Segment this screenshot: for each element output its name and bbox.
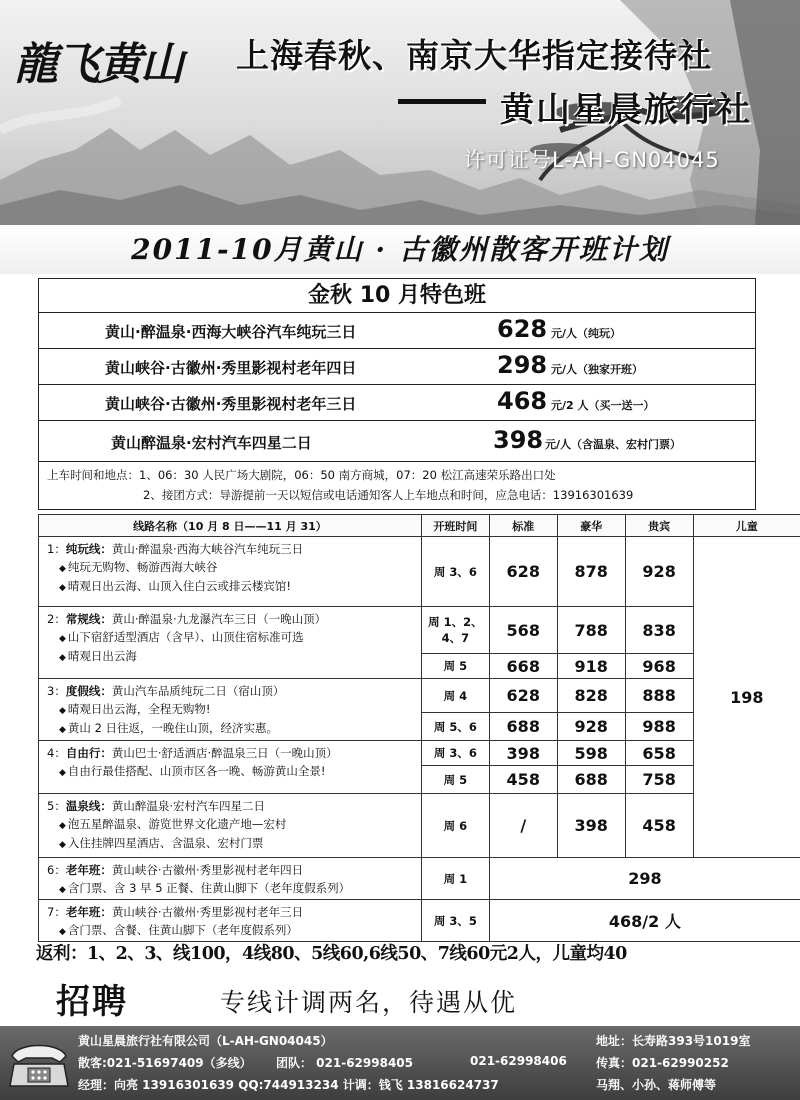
special-tours-box xyxy=(38,278,756,462)
price-deluxe: 788 xyxy=(557,607,625,654)
child-price: 198 xyxy=(693,537,800,858)
price-vip: 928 xyxy=(625,537,693,607)
column-header-standard: 标准 xyxy=(489,515,557,537)
schedule-cell: 周 3、6 xyxy=(421,537,489,607)
table-row xyxy=(39,794,800,858)
price-standard: 398 xyxy=(489,741,557,766)
route-feature: 含门票、含 3 早 5 正餐、住黄山脚下（老年度假系列） xyxy=(67,880,351,895)
agency-designation: 上海春秋、南京大华指定接待社 xyxy=(236,36,712,75)
schedule-cell: 周 3、5 xyxy=(421,900,489,942)
price-standard: 458 xyxy=(489,766,557,794)
route-description xyxy=(39,607,422,679)
route-description xyxy=(39,900,422,942)
logo-text: 龍飞黄山 xyxy=(14,39,182,90)
price-deluxe: 398 xyxy=(557,794,625,858)
route-title: 黄山汽车品质纯玩二日（宿山顶） xyxy=(111,684,285,698)
special-route-name: 黄山醉温泉·宏村汽车四星二日 xyxy=(111,434,312,452)
diamond-bullet-icon: ◆ xyxy=(59,767,66,778)
route-number: 7： xyxy=(47,905,66,919)
special-price-unit: 元/人（独家开班） xyxy=(551,363,644,376)
special-price: 628 xyxy=(497,315,548,343)
pickup-times: 上车时间和地点：1、06：30 人民广场大剧院，06：50 南方商城，07：20 松江高速荣乐路出口处 xyxy=(47,468,556,482)
rebate-note: 返利：1、2、3、线100，4线80、5线60,6线50、7线60元2人，儿童均40 xyxy=(36,944,627,964)
price-deluxe: 688 xyxy=(557,766,625,794)
recruit-label: 招聘 xyxy=(56,982,128,1022)
route-title: 黄山峡谷·古徽州·秀里影视村老年三日 xyxy=(111,905,304,919)
footer-company: 黄山星晨旅行社有限公司（L-AH-GN04045） xyxy=(78,1034,333,1048)
schedule-cell: 周 1、2、4、7 xyxy=(421,607,489,654)
route-type: 老年班： xyxy=(65,863,112,877)
price-deluxe: 598 xyxy=(557,741,625,766)
price-standard: 568 xyxy=(489,607,557,654)
diamond-bullet-icon: ◆ xyxy=(59,725,66,735)
column-header-child: 儿童 xyxy=(693,515,800,537)
route-title: 黄山醉温泉·宏村汽车四星二日 xyxy=(111,799,265,813)
recruit-text: 专线计调两名，待遇从优 xyxy=(220,988,518,1017)
pickup-method: 2、接团方式：导游提前一天以短信或电话通知客人上车地点和时间，应急电话：13916301639 xyxy=(143,488,634,502)
footer-contact-bar xyxy=(0,1026,800,1100)
route-feature: 山下宿舒适型酒店（含早）、山顶住宿标准可选 xyxy=(67,629,304,644)
diamond-bullet-icon: ◆ xyxy=(59,884,66,895)
special-row xyxy=(39,385,755,421)
route-number: 1： xyxy=(47,542,66,556)
route-feature: 含门票、含餐、住黄山脚下（老年度假系列） xyxy=(67,922,298,937)
schedule-cell: 周 5、6 xyxy=(421,713,489,741)
price-deluxe: 878 xyxy=(557,537,625,607)
route-title: 黄山峡谷·古徽州·秀里影视村老年四日 xyxy=(111,863,304,877)
special-price: 398 xyxy=(493,426,544,454)
schedule-cell: 周 6 xyxy=(421,794,489,858)
route-feature: 晴观日出云海、山顶入住白云或排云楼宾馆! xyxy=(67,579,292,593)
route-number: 2： xyxy=(47,612,66,626)
price-standard: / xyxy=(489,794,557,858)
agency-name: 黄山星晨旅行社 xyxy=(500,90,752,130)
special-price-unit: 元/人（含温泉、宏村门票） xyxy=(545,438,682,451)
route-number: 6： xyxy=(47,863,66,877)
footer-group-phone: 团队： 021-62998405 xyxy=(276,1056,414,1070)
column-header-deluxe: 豪华 xyxy=(557,515,625,537)
footer-staff: 马翔、小孙、蒋师傅等 xyxy=(596,1078,717,1092)
price-standard: 628 xyxy=(489,679,557,713)
schedule-cell: 周 4 xyxy=(421,679,489,713)
diamond-bullet-icon: ◆ xyxy=(59,820,66,831)
route-number: 3： xyxy=(47,684,66,698)
special-route-name: 黄山·醉温泉·西海大峡谷汽车纯玩三日 xyxy=(105,323,357,341)
footer-fax: 传真：021-62990252 xyxy=(596,1056,729,1070)
diamond-bullet-icon: ◆ xyxy=(59,583,66,593)
route-feature: 黄山 2 日往返，一晚住山顶，经济实惠。 xyxy=(67,721,279,735)
footer-retail-phone: 散客:021-51697409（多线） xyxy=(78,1056,252,1070)
column-header-vip: 贵宾 xyxy=(625,515,693,537)
column-header-route: 线路名称（10 月 8 日——11 月 31） xyxy=(39,515,422,537)
route-description xyxy=(39,858,422,900)
footer-address: 地址：长寿路393号1019室 xyxy=(596,1034,751,1048)
special-route-name: 黄山峡谷·古徽州·秀里影视村老年三日 xyxy=(105,395,357,413)
routes-table xyxy=(38,514,800,942)
package-price: 468/2 人 xyxy=(489,900,800,942)
table-row xyxy=(39,679,800,713)
diamond-bullet-icon: ◆ xyxy=(59,633,66,644)
route-number: 4： xyxy=(47,746,66,760)
special-price-unit: 元/人（纯玩） xyxy=(551,327,622,340)
price-vip: 888 xyxy=(625,679,693,713)
route-type: 常规线： xyxy=(65,612,112,626)
route-title: 黄山巴士·舒适酒店·醉温泉三日（一晚山顶） xyxy=(111,746,338,760)
special-row xyxy=(39,421,755,462)
price-vip: 458 xyxy=(625,794,693,858)
diamond-bullet-icon: ◆ xyxy=(59,926,66,937)
diamond-bullet-icon: ◆ xyxy=(59,653,66,663)
table-row xyxy=(39,858,800,900)
route-feature: 晴观日出云海，全程无购物! xyxy=(67,701,211,716)
table-row xyxy=(39,741,800,766)
table-row xyxy=(39,900,800,942)
price-deluxe: 918 xyxy=(557,654,625,679)
route-description xyxy=(39,679,422,741)
price-standard: 668 xyxy=(489,654,557,679)
schedule-cell: 周 1 xyxy=(421,858,489,900)
table-row xyxy=(39,537,800,607)
price-vip: 968 xyxy=(625,654,693,679)
diamond-bullet-icon: ◆ xyxy=(59,563,66,574)
special-price: 298 xyxy=(497,351,548,379)
price-deluxe: 828 xyxy=(557,679,625,713)
price-vip: 758 xyxy=(625,766,693,794)
table-header-row xyxy=(39,515,800,537)
diamond-bullet-icon: ◆ xyxy=(59,705,66,716)
route-description xyxy=(39,741,422,794)
price-vip: 988 xyxy=(625,713,693,741)
price-standard: 628 xyxy=(489,537,557,607)
plan-title: 2011-10月黄山 · 古徽州散客开班计划 xyxy=(0,226,800,274)
route-feature: 泡五星醉温泉、游览世界文化遗产地—宏村 xyxy=(67,816,287,831)
price-vip: 838 xyxy=(625,607,693,654)
route-type: 度假线： xyxy=(65,684,112,698)
package-price: 298 xyxy=(489,858,800,900)
price-standard: 688 xyxy=(489,713,557,741)
route-title: 黄山·醉温泉·九龙瀑汽车三日（一晚山顶） xyxy=(111,612,327,626)
route-description xyxy=(39,794,422,858)
header-banner xyxy=(0,0,800,225)
route-feature: 纯玩无购物、畅游西海大峡谷 xyxy=(67,559,218,574)
diamond-bullet-icon: ◆ xyxy=(59,840,66,850)
route-type: 纯玩线： xyxy=(65,542,112,556)
route-feature: 晴观日出云海 xyxy=(67,649,137,663)
route-title: 黄山·醉温泉·西海大峡谷汽车纯玩三日 xyxy=(111,542,304,556)
title-dash-divider xyxy=(398,99,486,104)
schedule-cell: 周 5 xyxy=(421,654,489,679)
route-feature: 自由行最佳搭配、山顶市区各一晚、畅游黄山全景! xyxy=(67,763,326,778)
special-route-name: 黄山峡谷·古徽州·秀里影视村老年四日 xyxy=(105,359,357,377)
footer-group-phone-2: 021-62998406 xyxy=(470,1054,567,1068)
route-type: 老年班： xyxy=(65,905,112,919)
route-number: 5： xyxy=(47,799,66,813)
special-title: 金秋 10 月特色班 xyxy=(39,279,755,313)
license-number: 许可证号L-AH-GN04045 xyxy=(464,148,720,172)
route-feature: 入住挂牌四星酒店、含温泉、宏村门票 xyxy=(67,836,264,850)
route-description xyxy=(39,537,422,607)
column-header-schedule: 开班时间 xyxy=(421,515,489,537)
schedule-cell: 周 5 xyxy=(421,766,489,794)
footer-manager: 经理：向亮 13916301639 QQ:744913234 计调：钱飞 13816624737 xyxy=(78,1078,499,1092)
route-type: 温泉线： xyxy=(65,799,112,813)
price-deluxe: 928 xyxy=(557,713,625,741)
price-vip: 658 xyxy=(625,741,693,766)
special-price-unit: 元/2 人（买一送一） xyxy=(551,399,655,412)
special-row xyxy=(39,349,755,385)
special-row xyxy=(39,313,755,349)
table-row xyxy=(39,607,800,654)
telephone-icon xyxy=(8,1034,70,1092)
special-price: 468 xyxy=(497,387,548,415)
pickup-info xyxy=(38,462,756,510)
schedule-cell: 周 3、6 xyxy=(421,741,489,766)
route-type: 自由行： xyxy=(65,746,112,760)
